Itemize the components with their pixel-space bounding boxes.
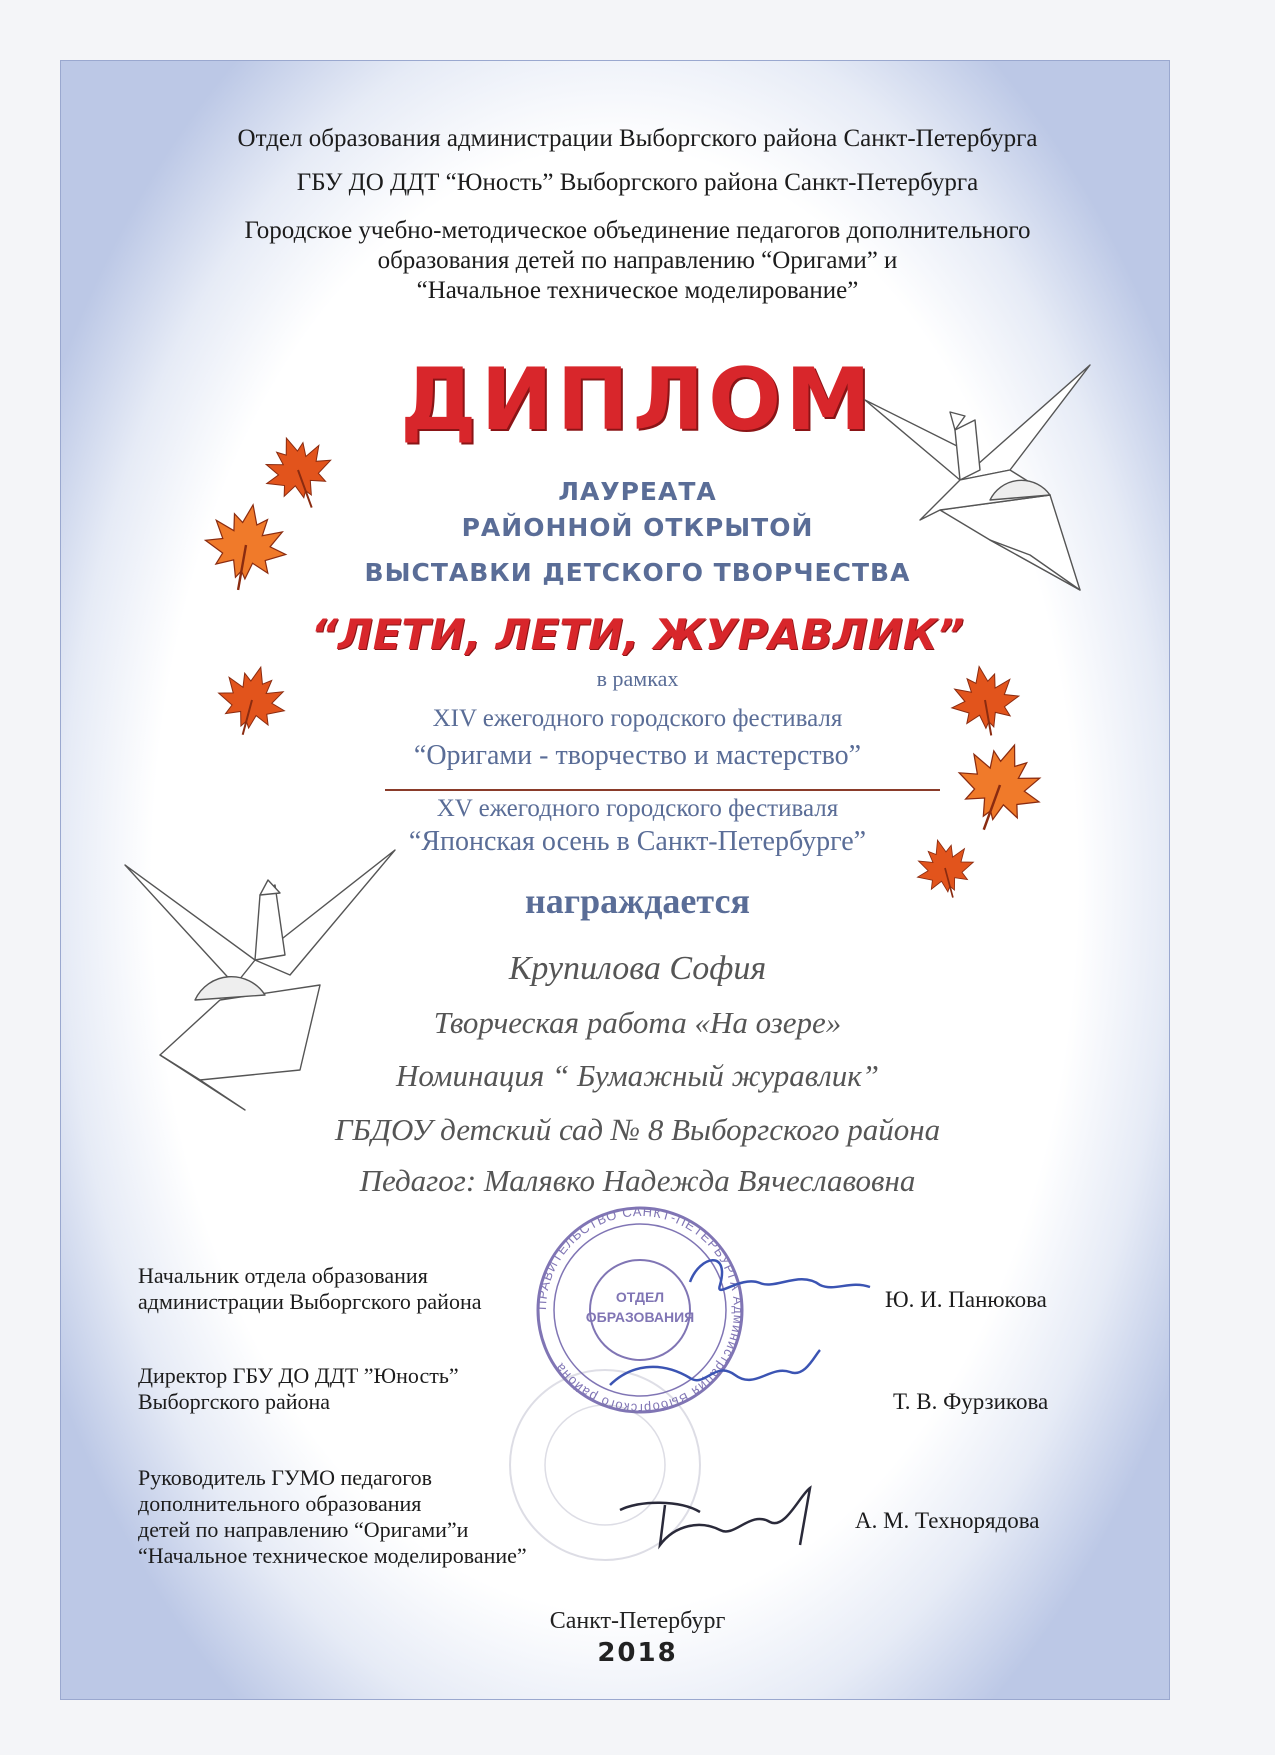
recipient-nomination: Номинация “ Бумажный журавлик” <box>395 1058 880 1093</box>
header-line-5: “Начальное техническое моделирование” <box>416 277 859 304</box>
recipient-name: Крупилова София <box>508 950 767 987</box>
recipient-teacher: Педагог: Малявко Надежда Вячеславовна <box>359 1163 916 1198</box>
signature-1-position-line: администрации Выборгского района <box>138 1289 482 1314</box>
footer-year: 2018 <box>597 1638 678 1668</box>
header-line-4: образования детей по направлению “Оригами” и <box>377 247 898 274</box>
header-line-2: ГБУ ДО ДДТ “Юность” Выборгского района Санкт-Петербурга <box>296 169 979 196</box>
laureate-line-2: РАЙОННОЙ ОТКРЫТОЙ <box>461 513 814 542</box>
official-stamp <box>534 1204 746 1416</box>
signature-3-position-line: “Начальное техническое моделирование” <box>138 1543 527 1568</box>
festival-2-line: XV ежегодного городского фестиваля <box>436 795 839 822</box>
signature-3-name: А. М. Технорядова <box>855 1508 1040 1533</box>
framework-prefix: в рамках <box>596 666 679 691</box>
signature-3-position-line: дополнительного образования <box>138 1491 422 1516</box>
signature-3-position-line: детей по направлению “Оригами”и <box>138 1517 469 1542</box>
handwritten-signature <box>690 1260 870 1290</box>
recipient-work: Творческая работа «На озере» <box>433 1005 842 1040</box>
festival-1-line: XIV ежегодного городского фестиваля <box>432 705 843 732</box>
festival-2-name: “Японская осень в Санкт-Петербурге” <box>408 826 867 857</box>
signature-1-name: Ю. И. Панюкова <box>885 1287 1047 1312</box>
signature-1-position-line: Начальник отдела образования <box>138 1263 428 1288</box>
stamp-center-text: ОБРАЗОВАНИЯ <box>585 1309 695 1325</box>
festival-1-name: “Оригами - творчество и мастерство” <box>413 740 862 771</box>
header-line-1: Отдел образования администрации Выборгского района Санкт-Петербурга <box>237 125 1038 152</box>
diploma-title: ДИПЛОМ <box>400 350 875 450</box>
laureate-line-3: ВЫСТАВКИ ДЕТСКОГО ТВОРЧЕСТВА <box>364 558 911 587</box>
stamp-outer-text: ПРАВИТЕЛЬСТВО САНКТ-ПЕТЕРБУРГА Администрация Выборгского района <box>533 1203 747 1417</box>
signature-2-name: Т. В. Фурзикова <box>893 1389 1049 1414</box>
laureate-line-1: ЛАУРЕАТА <box>558 477 717 506</box>
footer-city: Санкт-Петербург <box>549 1608 726 1634</box>
signature-3-position-line: Руководитель ГУМО педагогов <box>138 1465 433 1490</box>
signature-2-position-line: Директор ГБУ ДО ДДТ ”Юность” <box>138 1363 459 1388</box>
stamp-center-text: ОТДЕЛ <box>615 1289 665 1305</box>
handwritten-signature <box>620 1488 810 1545</box>
exhibition-name: “ЛЕТИ, ЛЕТИ, ЖУРАВЛИК” <box>310 610 965 659</box>
signature-2-position-line: Выборгского района <box>138 1389 331 1414</box>
awarded-label: награждается <box>525 881 750 921</box>
header-line-3: Городское учебно-методическое объединение педагогов дополнительного <box>244 217 1031 244</box>
recipient-institution: ГБДОУ детский сад № 8 Выборгского района <box>334 1112 941 1147</box>
